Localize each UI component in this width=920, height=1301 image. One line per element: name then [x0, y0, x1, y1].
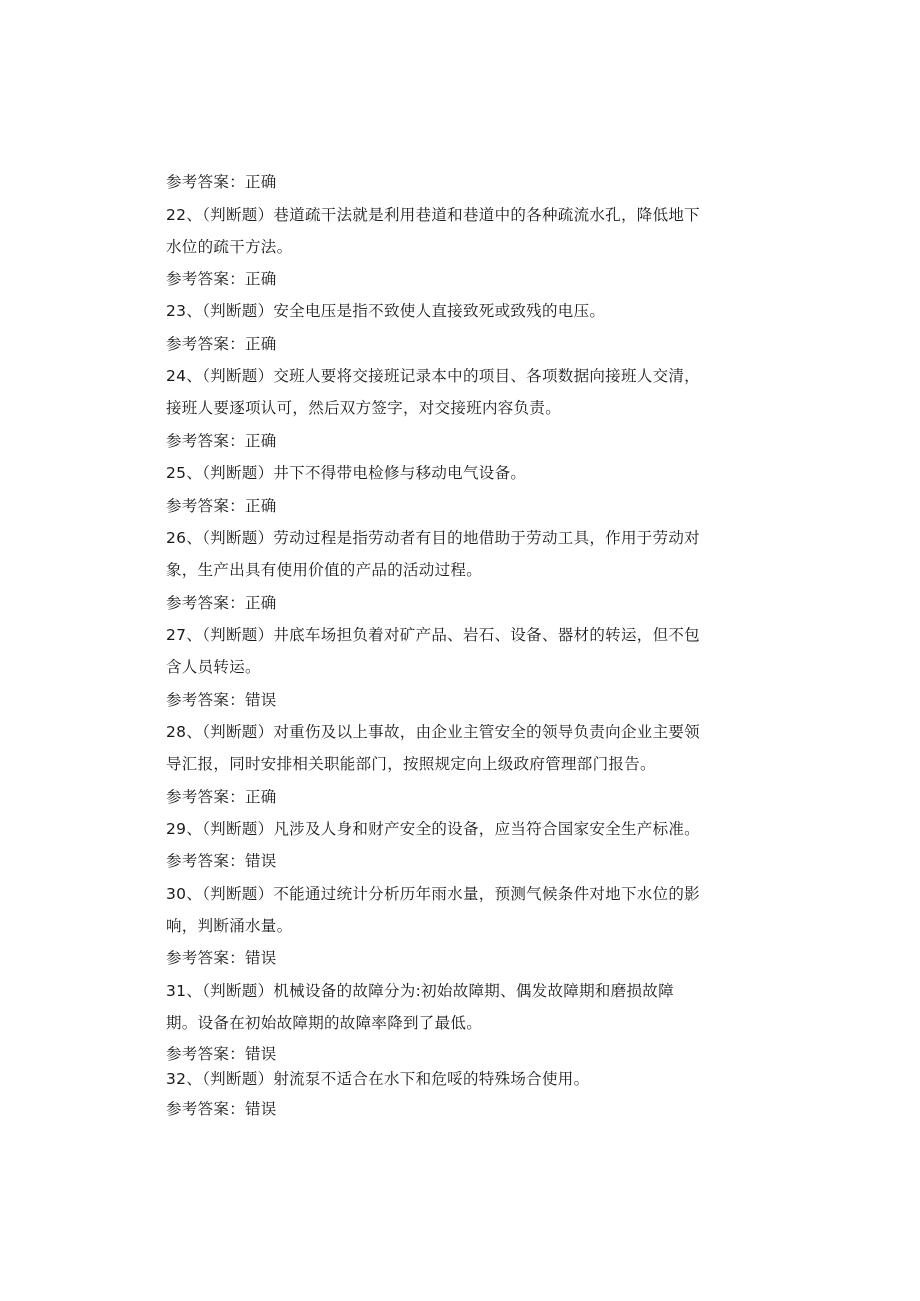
answer-26: 参考答案：正确 — [166, 594, 277, 612]
question-26-line-2: 象，生产出具有使用价值的产品的活动过程。 — [166, 561, 483, 579]
question-32-line-1: 32、（判断题）射流泵不适合在水下和危哸的特殊场合使用。 — [166, 1070, 590, 1088]
answer-31: 参考答案：错误 — [166, 1045, 277, 1063]
question-27-line-1: 27、（判断题）井底车场担负着对矿产品、岩石、设备、器材的转运，但不包 — [166, 626, 700, 644]
question-31-line-2: 期。设备在初始故障期的故障率降到了最低。 — [166, 1014, 483, 1032]
question-31-line-1: 31、（判断题）机械设备的故障分为:初始故障期、偶发故障期和磨损故障 — [166, 982, 674, 1000]
answer-30: 参考答案：错误 — [166, 949, 277, 967]
question-24-line-2: 接班人要逐项认可，然后双方签字，对交接班内容负责。 — [166, 399, 562, 417]
question-28-line-2: 导汇报，同时安排相关职能部门，按照规定向上级政府管理部门报告。 — [166, 755, 656, 773]
question-26-line-1: 26、（判断题）劳动过程是指劳动者有目的地借助于劳动工具，作用于劳动对 — [166, 529, 700, 547]
question-22-line-2: 水位的疏干方法。 — [166, 238, 293, 256]
question-24-line-1: 24、（判断题）交班人要将交接班记录本中的项目、各项数据向接班人交清， — [166, 367, 700, 385]
answer-29: 参考答案：错误 — [166, 852, 277, 870]
answer-23: 参考答案：正确 — [166, 335, 277, 353]
answer-25: 参考答案：正确 — [166, 497, 277, 515]
question-30-line-1: 30、（判断题）不能通过统计分析历年雨水量，预测气候条件对地下水位的影 — [166, 885, 700, 903]
question-27-line-2: 含人员转运。 — [166, 658, 261, 676]
answer-22: 参考答案：正确 — [166, 270, 277, 288]
question-23-line-1: 23、（判断题）安全电压是指不致使人直接致死或致残的电压。 — [166, 302, 606, 320]
answer-32: 参考答案：错误 — [166, 1100, 277, 1118]
question-29-line-1: 29、（判断题）凡涉及人身和财产安全的设备，应当符合国家安全生产标准。 — [166, 820, 700, 838]
question-25-line-1: 25、（判断题）井下不得带电检修与移动电气设备。 — [166, 464, 527, 482]
question-22-line-1: 22、（判断题）巷道疏干法就是利用巷道和巷道中的各种疏流水孔，降低地下 — [166, 206, 700, 224]
answer-21: 参考答案：正确 — [166, 173, 277, 191]
answer-27: 参考答案：错误 — [166, 691, 277, 709]
answer-28: 参考答案：正确 — [166, 788, 277, 806]
question-28-line-1: 28、（判断题）对重伤及以上事故，由企业主管安全的领导负责向企业主要领 — [166, 723, 700, 741]
question-30-line-2: 响，判断涌水量。 — [166, 917, 293, 935]
answer-24: 参考答案：正确 — [166, 432, 277, 450]
